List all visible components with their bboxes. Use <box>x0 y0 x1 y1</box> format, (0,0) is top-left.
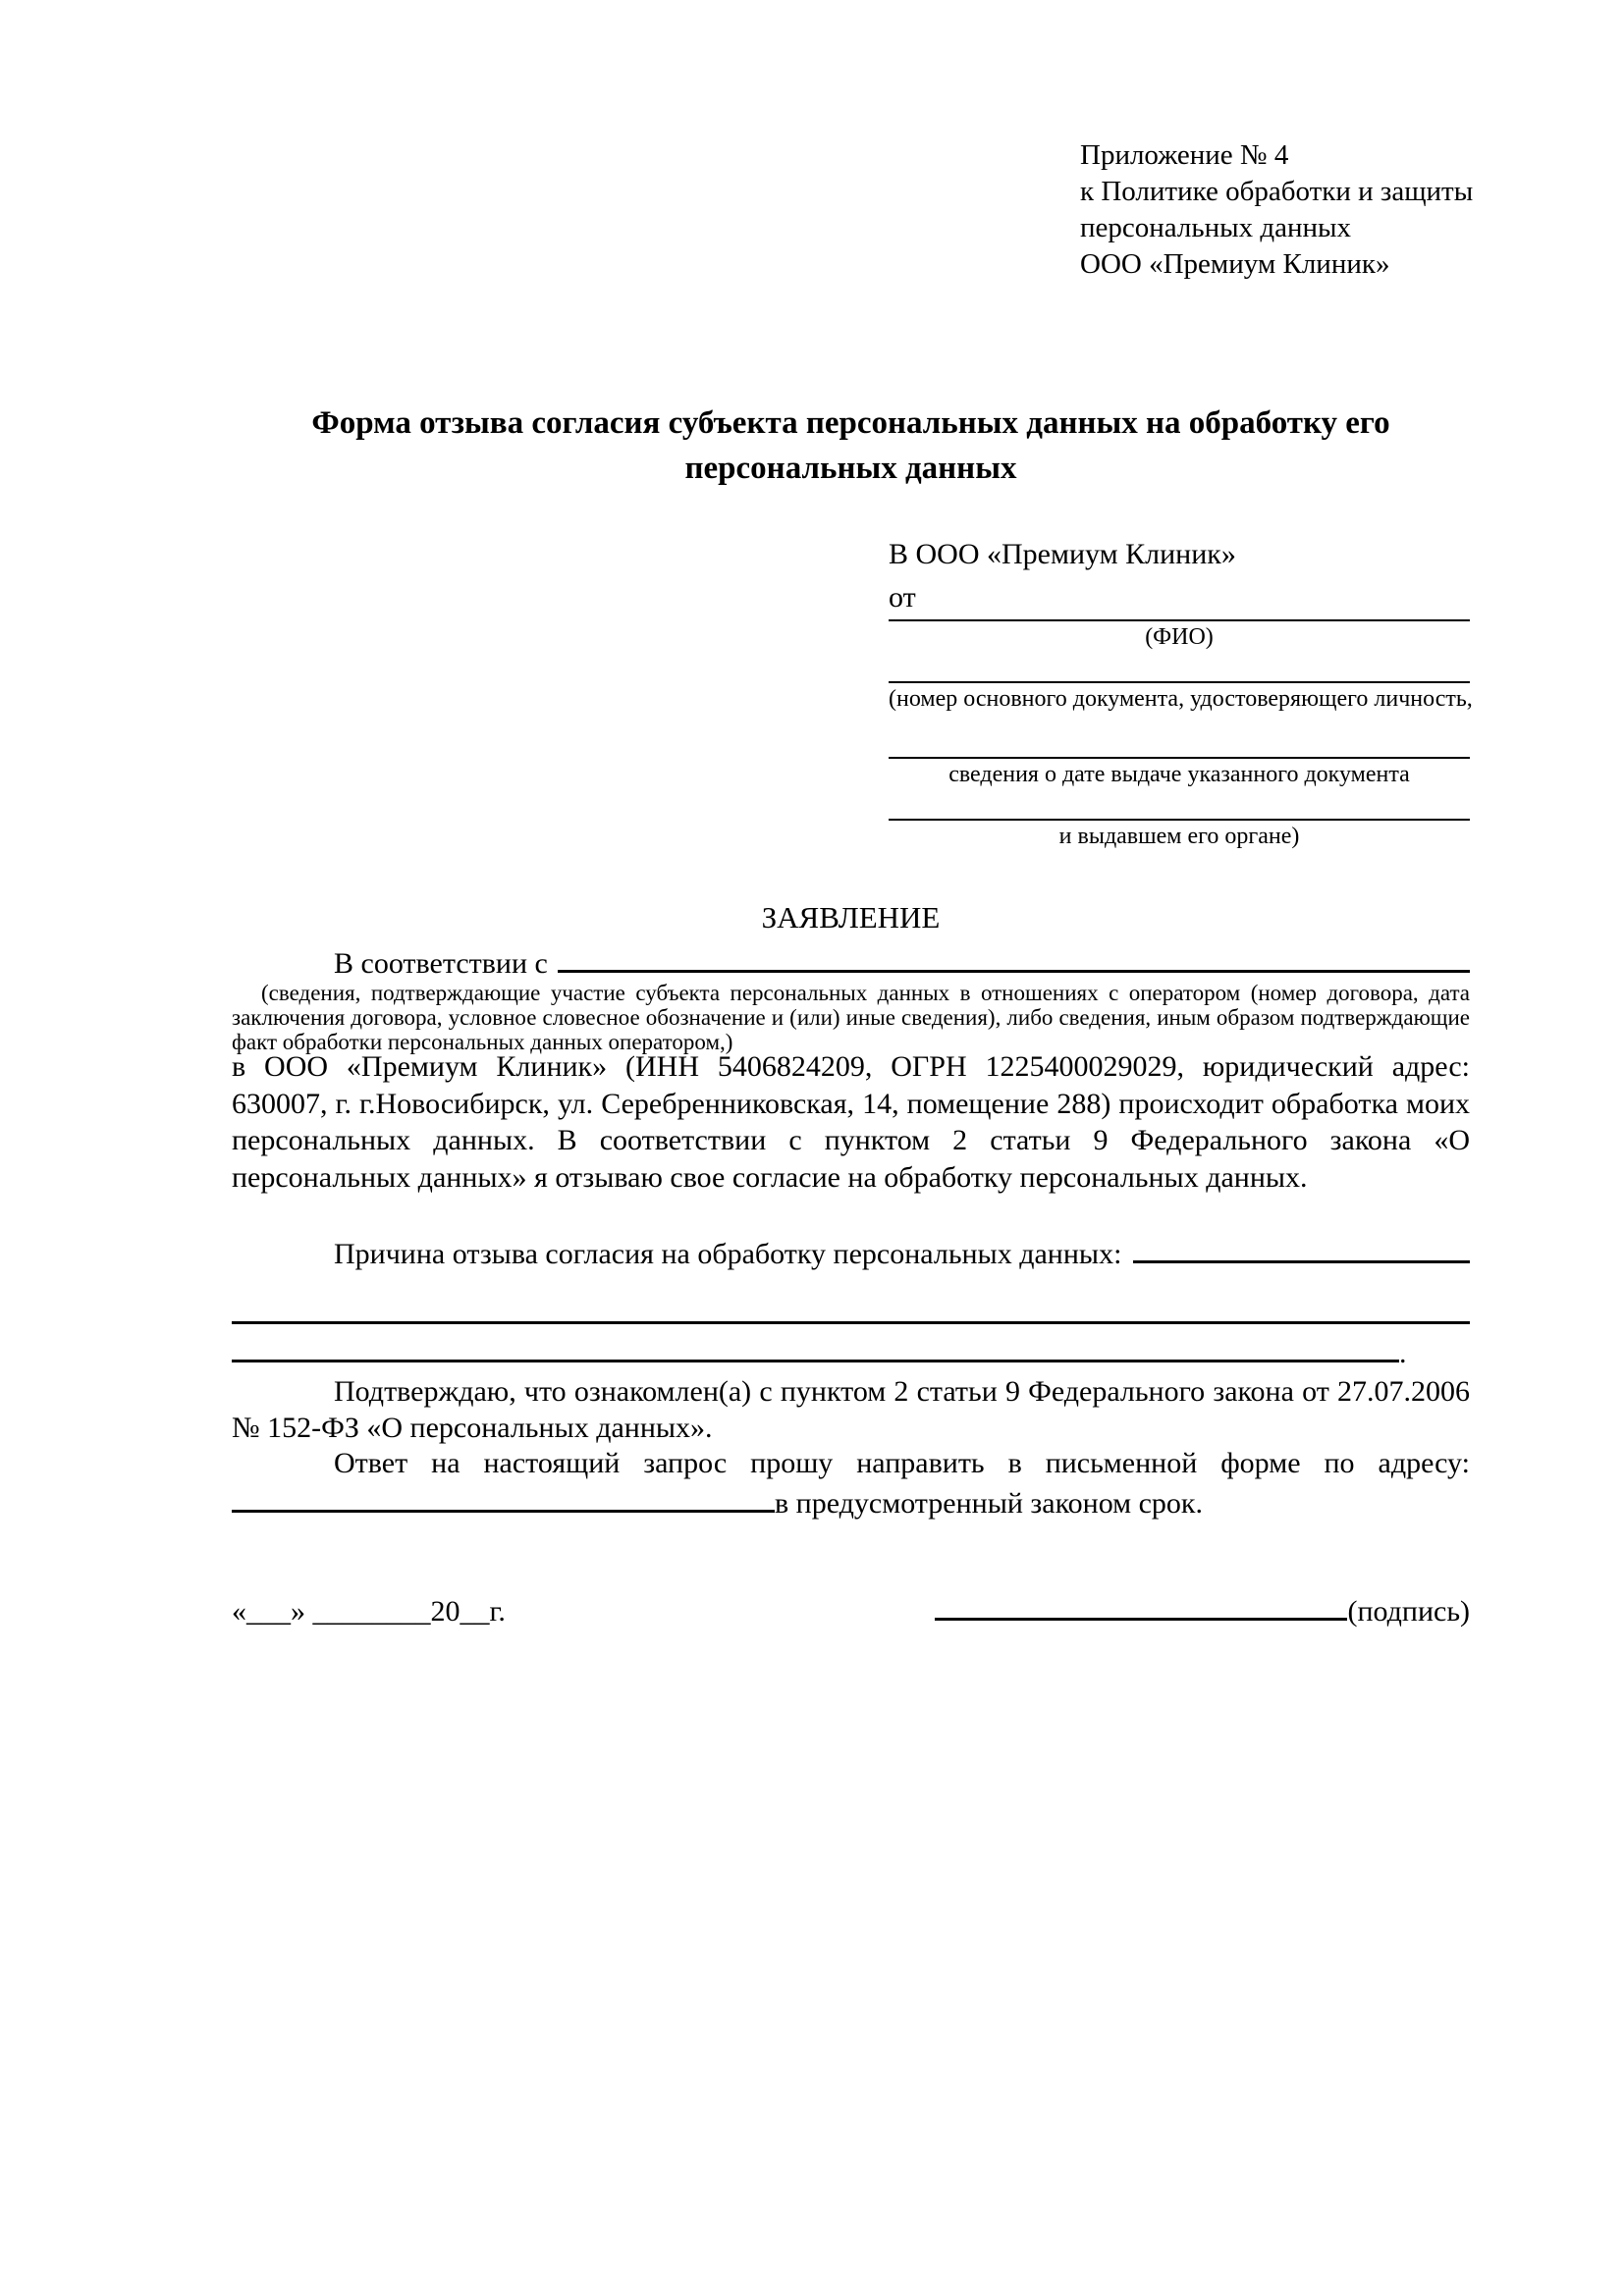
document-number-caption: (номер основного документа, удостоверяющего личность, <box>889 686 1473 712</box>
document-title: Форма отзыва согласия субъекта персональных данных на обработку его персональных данных <box>311 405 1390 486</box>
appendix-note-line: к Политике обработки и защиты <box>1080 176 1474 207</box>
blank-terminator: . <box>1399 1337 1407 1369</box>
reply-suffix: в предусмотренный законом срок. <box>775 1487 1203 1520</box>
issuing-authority-blank-line <box>889 791 1470 821</box>
footer-row <box>232 1590 1470 1631</box>
reply-address-blank-line <box>232 1482 775 1513</box>
reply-address-row <box>232 1482 1470 1522</box>
statement-heading: ЗАЯВЛЕНИЕ <box>761 900 941 934</box>
issue-date-caption: сведения о дате выдаче указанного документа <box>948 762 1410 787</box>
addressee-from-label: от <box>889 581 916 614</box>
addressee-block <box>889 533 1473 853</box>
issue-date-blank-line <box>889 716 1470 759</box>
date-line: «___» ________20__г. <box>232 1595 506 1628</box>
appendix-note-line: Приложение № 4 <box>1080 139 1289 171</box>
fio-caption: (ФИО) <box>1145 624 1214 650</box>
signature-caption: (подпись) <box>1347 1595 1470 1628</box>
reason-blank-line <box>1133 1233 1470 1263</box>
addressee-to: В ООО «Премиум Клиник» <box>889 538 1236 570</box>
confirmation-paragraph: Подтверждаю, что ознакомлен(а) с пунктом 2 статьи 9 Федерального закона от 27.07.2006 № 152-ФЗ «О персональных данных». <box>232 1375 1470 1444</box>
appendix-note-line: персональных данных <box>1080 212 1352 243</box>
reason-blank-line-2 <box>232 1321 1470 1324</box>
appendix-note-line: ООО «Премиум Клиник» <box>1080 248 1390 280</box>
intro-prefix: В соответствии с <box>334 947 548 980</box>
document-number-blank-line <box>889 654 1470 683</box>
intro-row <box>232 940 1470 983</box>
reply-request-line: Ответ на настоящий запрос прошу направить в письменной форме по адресу: <box>334 1447 1470 1479</box>
intro-blank-line <box>558 940 1470 973</box>
signature-group <box>935 1590 1470 1631</box>
issuing-authority-caption: и выдавшем его органе) <box>1058 824 1300 849</box>
reason-blank-line-3-row <box>232 1335 1470 1372</box>
signature-blank-line <box>935 1590 1347 1621</box>
intro-footnote: (сведения, подтверждающие участие субъекта персональных данных в отношениях с оператором (номер договора, дата заключения договора, условное словесное обозначение и (или) иные сведения), либо сведения, иным образом подтверждающие факт обработки персональных данных оператором,) <box>232 981 1470 1054</box>
reason-blank-line-3 <box>232 1335 1399 1362</box>
reason-label: Причина отзыва согласия на обработку персональных данных: <box>334 1238 1122 1270</box>
reason-row <box>232 1233 1470 1273</box>
appendix-note <box>1080 137 1473 283</box>
statement-body: в ООО «Премиум Клиник» (ИНН 5406824209, ОГРН 1225400029029, юридический адрес: 630007, г. г.Новосибирск, ул. Серебренниковская, 14, помещение 288) происходит обработка моих персональных данных. В соответствии с пунктом 2 статьи 9 Федерального закона «О персональных данных» я отзываю свое согласие на обработку персональных данных. <box>232 1050 1470 1194</box>
